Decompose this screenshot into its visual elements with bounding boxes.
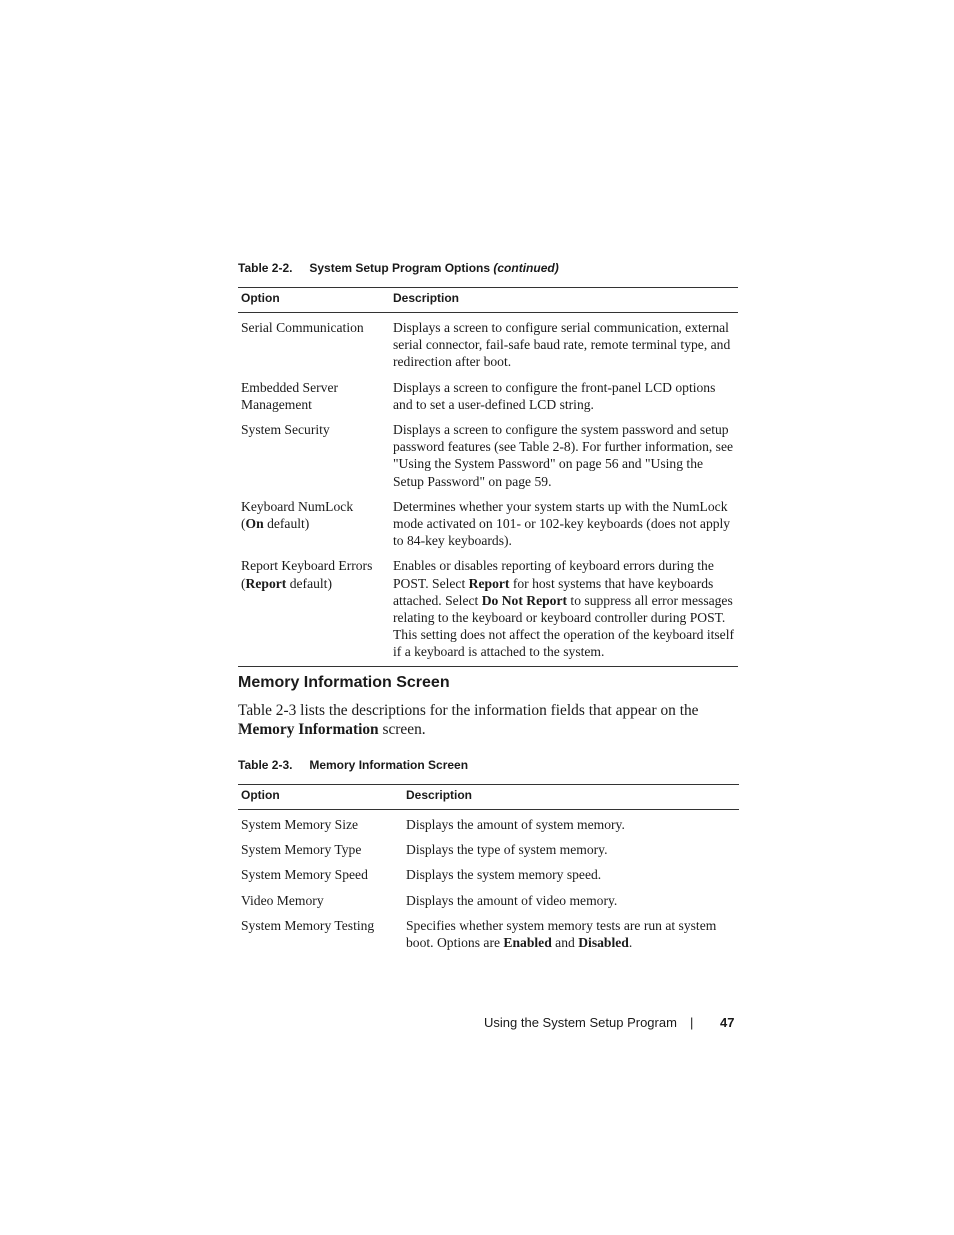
description-text: to suppress all error messages relating to the keyboard or keyboard controller during POST. This setting does not affect the operation of the keyboard itself if a keyboard is attached to the system. <box>393 592 735 660</box>
table-header-row <box>238 288 738 313</box>
section-paragraph <box>238 701 738 739</box>
option-cell: Embedded Server Management <box>241 379 339 412</box>
footer-separator: | <box>690 1015 694 1030</box>
table-number: Table 2-3. <box>238 758 293 772</box>
option-cell: System Memory Speed <box>241 867 368 883</box>
option-note-open: ( <box>241 516 246 532</box>
description-text: Enables or disables reporting of keyboard errors during the POST. Select <box>393 558 714 591</box>
description-text: for host systems that have keyboards attached. Select <box>393 575 714 608</box>
option-name: Keyboard NumLock <box>241 498 354 514</box>
description-cell: Determines whether your system starts up with the NumLock mode activated on 101- or 102-key keyboards (does not apply to 84-key keyboards). <box>393 498 731 549</box>
table-title-suffix: (continued) <box>493 261 559 275</box>
option-note-open: ( <box>241 575 246 591</box>
option-cell: Video Memory <box>241 892 324 908</box>
description-bold-term: Enabled <box>503 935 552 951</box>
description-cell: Displays the amount of system memory. <box>406 817 625 832</box>
option-cell: System Memory Type <box>241 842 362 858</box>
description-cell: Displays a screen to configure the front-panel LCD options and to set a user-defined LCD string. <box>393 379 716 412</box>
section-heading: Memory Information Screen <box>238 674 450 691</box>
table-row <box>238 498 738 558</box>
system-setup-options-table <box>238 287 738 667</box>
table-row <box>238 866 739 891</box>
table-title: Memory Information Screen <box>309 758 469 772</box>
description-cell: Displays the type of system memory. <box>406 842 608 858</box>
option-default-value: Report <box>245 575 287 591</box>
description-cell <box>403 917 739 956</box>
table-row <box>238 917 739 956</box>
description-text: and <box>551 935 579 951</box>
option-note-close: default) <box>286 575 332 591</box>
description-cell: Displays the amount of video memory. <box>406 892 618 908</box>
option-cell: System Memory Size <box>241 817 359 832</box>
option-cell: System Security <box>241 422 330 438</box>
description-cell <box>390 557 738 666</box>
table-number: Table 2-2. <box>238 261 293 275</box>
table-row <box>238 421 738 498</box>
description-text: Specifies whether system memory tests are run at system boot. Options are <box>406 917 717 951</box>
description-bold-term: Report <box>468 575 510 591</box>
table-2-2-caption <box>238 261 559 275</box>
paragraph-text: Table 2-3 lists the descriptions for the information fields that appear on the <box>238 702 699 719</box>
description-bold-term: Disabled <box>578 935 629 951</box>
description-bold-term: Do Not Report <box>481 592 568 608</box>
option-cell <box>238 498 390 558</box>
table-title: System Setup Program Options <box>309 261 491 275</box>
option-name: Report Keyboard Errors <box>241 558 373 574</box>
option-cell: Serial Communication <box>241 320 364 335</box>
option-note-close: default) <box>263 516 310 532</box>
description-cell: Displays a screen to configure the system password and setup password features (see Table 2-8). For further information, see "Using the System Password" on page 56 and "Using the Setup Password" on page 59. <box>393 422 734 489</box>
option-cell <box>238 557 390 666</box>
column-header-description: Description <box>403 785 739 810</box>
table-header-row <box>238 785 739 810</box>
column-header-option: Option <box>238 785 403 810</box>
page-number: 47 <box>720 1015 735 1030</box>
footer-chapter-title: Using the System Setup Program <box>484 1015 677 1030</box>
option-default-value: On <box>245 516 264 532</box>
memory-information-table <box>238 784 739 956</box>
table-row <box>238 313 738 379</box>
paragraph-bold-term: Memory Information <box>238 721 379 738</box>
table-2-3-caption <box>238 758 468 772</box>
description-text: . <box>628 935 633 951</box>
description-cell: Displays the system memory speed. <box>406 867 602 883</box>
paragraph-text: screen. <box>378 721 426 738</box>
table-row <box>238 379 738 421</box>
description-cell: Displays a screen to configure serial communication, external serial connector, fail-safe baud rate, remote terminal type, and redirection after boot. <box>393 320 731 370</box>
column-header-option: Option <box>238 288 390 313</box>
option-cell: System Memory Testing <box>241 917 375 933</box>
table-row <box>238 892 739 917</box>
table-row <box>238 557 738 666</box>
table-row <box>238 841 739 866</box>
column-header-description: Description <box>390 288 738 313</box>
table-row <box>238 810 739 842</box>
